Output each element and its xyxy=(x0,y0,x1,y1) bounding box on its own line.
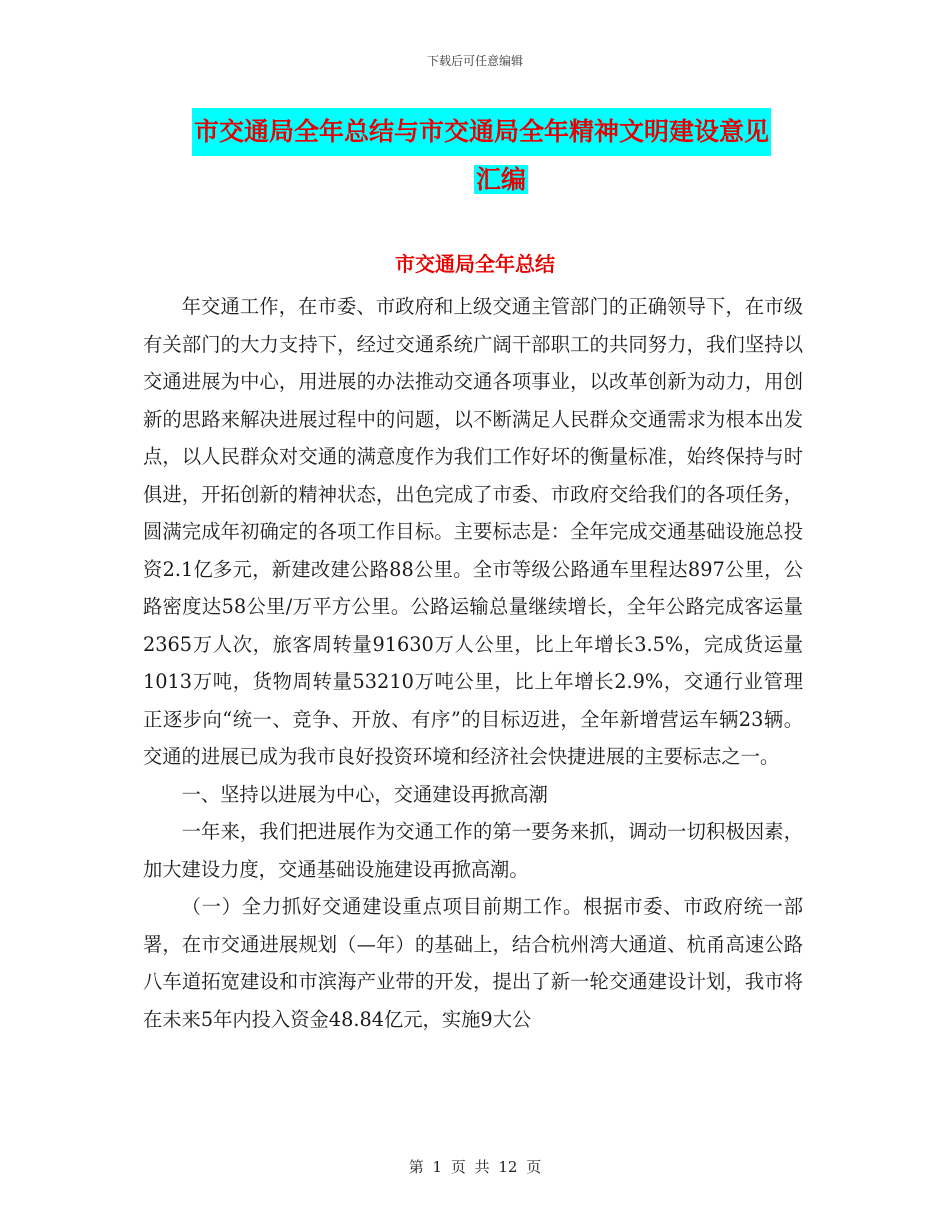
document-title-line2: 汇编 xyxy=(475,165,526,194)
paragraph-item-1: （一）全力抓好交通建设重点项目前期工作。根据市委、市政府统一部署，在市交通进展规划（—年）的基础上，结合杭州湾大通道、杭甬高速公路八车道拓宽建设和市滨海产业带的开发，提出了新一轮交通建设计划，我市将在未来5年内投入资金48.84亿元，实施9大公 xyxy=(143,895,803,1031)
page-header-note: 下载后可任意编辑 xyxy=(426,54,523,68)
document-title xyxy=(192,108,812,204)
paragraph-summary: 年交通工作，在市委、市政府和上级交通主管部门的正确领导下，在市级有关部门的大力支持下，经过交通系统广阔干部职工的共同努力，我们坚持以交通进展为中心，用进展的办法推动交通各项事业，以改革创新为动力，用创新的思路来解决进展过程中的问题，以不断满足人民群众交通需求为根本出发点，以人民群众对交通的满意度作为我们工作好坏的衡量标准，始终保持与时俱进，开拓创新的精神状态，出色完成了市委、市政府交给我们的各项任务，圆满完成年初确定的各项工作目标。主要标志是：全年完成交通基础设施总投资2.1亿多元，新建改建公路88公里。全市等级公路通车里程达897公里，公路密度达58公里/万平方公里。公路运输总量继续增长，全年公路完成客运量2365万人次，旅客周转量91630万人公里，比上年增长3.5%，完成货运量1013万吨，货物周转量53210万吨公里，比上年增长2.9%，交通行业管理正逐步向“统一、竞争、开放、有序”的目标迈进，全年新增营运车辆23辆。交通的进展已成为我市良好投资环境和经济社会快捷进展的主要标志之一。 xyxy=(143,295,803,768)
section-title: 市交通局全年总结 xyxy=(395,252,555,276)
paragraph-heading-1: 一、坚持以进展为中心，交通建设再掀高潮 xyxy=(181,782,548,806)
page-footer: 第 1 页 共 12 页 xyxy=(408,1158,542,1176)
paragraph-intro: 一年来，我们把进展作为交通工作的第一要务来抓，调动一切积极因素，加大建设力度，交通基础设施建设再掀高潮。 xyxy=(143,820,803,881)
body-text xyxy=(143,288,803,1038)
document-title-line1: 市交通局全年总结与市交通局全年精神文明建设意见 xyxy=(192,108,771,156)
